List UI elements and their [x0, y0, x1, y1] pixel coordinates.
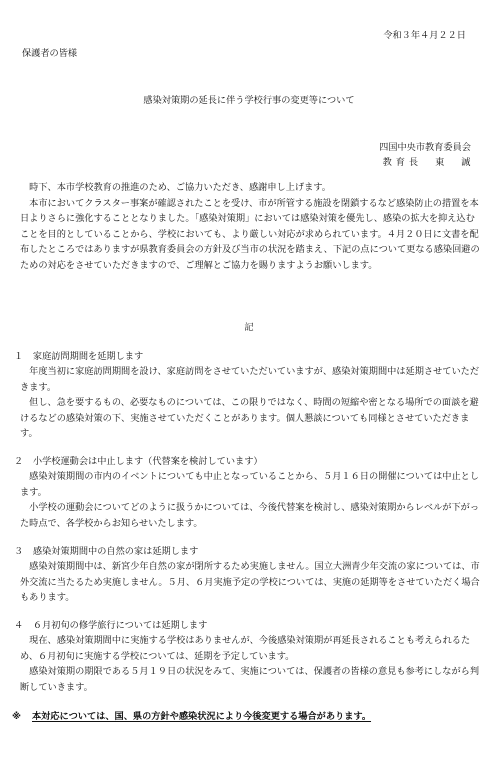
section-paragraph: 感染対策期の期限である５月１９日の状況をみて、実施については、保護者の皆様の意見も参考にしながら判断していきます。 — [20, 666, 480, 693]
intro-block — [20, 180, 482, 273]
document-date: 令和３年４月２２日 — [383, 30, 466, 41]
recipient-line: 保護者の皆様 — [22, 48, 78, 59]
section-paragraph: 現在、感染対策期間中に実施する学校はありませんが、今後感染対策期が再延長されることも考えられるため、６月初旬に実施する学校については、延期を予定しています。 — [20, 635, 471, 662]
notice-text: 本対応については、国、県の方針や感染状況により今後変更する場合があります。 — [32, 711, 372, 722]
section-heading — [14, 544, 198, 560]
section-heading-text: ６月初旬の修学旅行については延期します — [32, 620, 208, 631]
section-body — [20, 364, 482, 442]
notice-line — [12, 709, 371, 725]
section-paragraph: 感染対策期間の市内のイベントについても中止となっていることから、５月１６日の開催については中止とします。 — [20, 471, 480, 498]
section-paragraph: 但し、急を要するもの、必要なものについては、この限りではなく、時間の短縮や密となる場所での面談を避けるなどの感染対策の下、実施させていただくことがあります。個人懇談についても同様とさせていただきます。 — [20, 397, 479, 439]
section-number: ４ — [14, 620, 24, 631]
section-number: ２ — [14, 456, 24, 467]
section-heading-text: 家庭訪問期間を延期します — [32, 351, 144, 362]
section-heading — [14, 454, 263, 470]
section-paragraph: 小学校の運動会についてどのように扱うかについては、今後代替案を検討し、感染対策期からレベルが下がった時点で、各学校からお知らせいたします。 — [20, 502, 480, 529]
section-heading — [14, 618, 207, 634]
ki-heading: 記 — [244, 322, 254, 333]
section-body — [20, 469, 482, 531]
section-paragraph: 年度当初に家庭訪問期間を設け、家庭訪問をさせていただいていますが、感染対策期間中は延期させていただきます。 — [20, 366, 480, 393]
section-number: ３ — [14, 546, 24, 557]
notice-mark: ※ — [12, 711, 21, 722]
section-heading — [14, 349, 143, 365]
intro-greeting: 時下、本市学校教育の推進のため、ご協力いただき、感謝申し上げます。 — [20, 182, 331, 193]
section-number: １ — [14, 351, 24, 362]
issuer-organization: 四国中央市教育委員会 — [379, 142, 471, 153]
section-heading-text: 小学校運動会は中止します（代替案を検討しています） — [32, 456, 263, 467]
document-title: 感染対策期の延長に伴う学校行事の変更等について — [143, 95, 355, 106]
section-paragraph: 感染対策期間中は、新宮少年自然の家が閉所するため実施しません。国立大洲青少年交流の家については、市外交流に当たるため実施しません。５月、６月実施予定の学校については、実施の延期等をさせていただく場合もあります。 — [20, 561, 480, 603]
section-body — [20, 633, 482, 695]
intro-body: 本市においてクラスター事案が確認されたことを受け、市が所管する施設を閉鎖するなど感染防止の措置を本日よりさらに強化することとなりました。「感染対策期」においては感染対策を優先し、感染の拡大を抑え込むことを目的としていることから、学校においても、より厳しい対応が求められています。４月２０日に文書を配布したところではありますが県教育委員会の方針及び当市の状況を踏まえ、下記の点について更なる感染回避のための対応をさせていただきますので、ご理解とご協力を賜りますようお願いします。 — [20, 197, 480, 271]
section-heading-text: 感染対策期間中の自然の家は延期します — [32, 546, 199, 557]
issuer-name: 教 育 長 東 誠 — [382, 157, 471, 168]
section-body — [20, 559, 482, 606]
